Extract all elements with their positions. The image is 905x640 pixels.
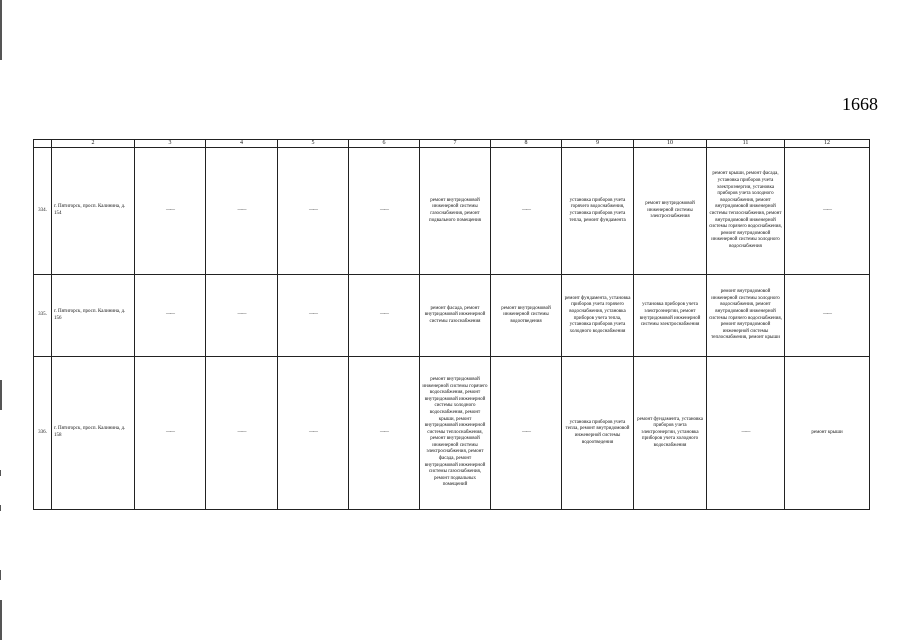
column-number: 5 (278, 140, 349, 148)
table-cell: —— (785, 148, 870, 275)
table-cell: —— (785, 275, 870, 357)
table-cell: ремонт внутридомовой инженерной системы холодного водоснабжения, ремонт внутридомовой инженерной системы горячего водоснабжения, ремонт внутридомовой инженерной системы теплоснабжения, ремонт крыши (707, 275, 785, 357)
left-edge-mark (0, 570, 1, 580)
table-cell: ремонт внутридомовой инженерной системы горячего водоснабжения, ремонт внутридомовой инженерной системы холодного водоснабжения, ремонт крыши, ремонт внутридомовой инженерной системы теплоснабжения, ремонт внутридомовой инженерной системы электроснабжения, ремонт фасада, ремонт внутридомовой инженерной системы газоснабжения, ремонт подвальных помещений (420, 357, 491, 510)
table-cell: —— (206, 275, 278, 357)
column-number: 12 (785, 140, 870, 148)
table-cell: —— (349, 148, 420, 275)
table-cell: —— (349, 357, 420, 510)
table-cell: —— (135, 148, 206, 275)
table-cell: ремонт внутридомовой инженерной системы электроснабжения (634, 148, 707, 275)
row-number: 336. (34, 357, 52, 510)
table-cell: ремонт фасада, ремонт внутридомовой инженерной системы газоснабжения (420, 275, 491, 357)
table-cell: установка приборов учета горячего водоснабжения, установка приборов учета тепла, ремонт фундамента (562, 148, 634, 275)
table-cell: установка приборов учета электроэнергии, ремонт внутридомовой инженерной системы электроснабжения (634, 275, 707, 357)
table-cell: —— (707, 357, 785, 510)
table-cell: —— (491, 357, 562, 510)
left-edge-mark (0, 470, 1, 476)
table-cell: установка приборов учета тепла, ремонт внутридомовой инженерной системы водоотведения (562, 357, 634, 510)
left-edge-mark (0, 0, 2, 60)
column-number: 8 (491, 140, 562, 148)
column-number: 11 (707, 140, 785, 148)
column-number (34, 140, 52, 148)
column-number: 3 (135, 140, 206, 148)
table-cell: ремонт фундамента, установка приборов учета горячего водоснабжения, установка приборов учета тепла, установка приборов учета холодного водоснабжения (562, 275, 634, 357)
page-number: 1668 (842, 94, 878, 114)
table-cell: —— (349, 275, 420, 357)
table-cell: —— (491, 148, 562, 275)
column-number: 7 (420, 140, 491, 148)
table-cell: ремонт фундамента, установка приборов учета электроэнергии, установка приборов учета холодного водоснабжения (634, 357, 707, 510)
table-row (34, 148, 870, 275)
column-number: 6 (349, 140, 420, 148)
table-cell: —— (135, 275, 206, 357)
table-cell: —— (206, 148, 278, 275)
table-cell: —— (278, 275, 349, 357)
address-cell: г. Пятигорск, просп. Калинина, д. 158 (52, 357, 135, 510)
row-number: 335. (34, 275, 52, 357)
table-cell: —— (278, 148, 349, 275)
column-number: 10 (634, 140, 707, 148)
table-cell: ремонт внутридомовой инженерной системы газоснабжения, ремонт подвального помещения (420, 148, 491, 275)
left-edge-mark (0, 505, 1, 511)
table-row (34, 275, 870, 357)
column-number: 2 (52, 140, 135, 148)
table-cell: ремонт крыши, ремонт фасада, установка приборов учета электроэнергии, установка приборов учета холодного водоснабжения, ремонт внутридомовой инженерной системы теплоснабжения, ремонт внутридомовой инженерной системы горячего водоснабжения, ремонт внутридомовой инженерной системы холодного водоснабжения (707, 148, 785, 275)
table-cell: —— (135, 357, 206, 510)
column-number-row (34, 140, 870, 148)
repair-plan-table (33, 139, 870, 510)
address-cell: г. Пятигорск, просп. Калинина, д. 156 (52, 275, 135, 357)
table-cell: —— (278, 357, 349, 510)
left-edge-mark (0, 600, 2, 640)
table-cell: ремонт крыши (785, 357, 870, 510)
left-edge-mark (0, 380, 2, 410)
address-cell: г. Пятигорск, просп. Калинина, д. 154 (52, 148, 135, 275)
column-number: 4 (206, 140, 278, 148)
row-number: 334. (34, 148, 52, 275)
table-cell: —— (206, 357, 278, 510)
column-number: 9 (562, 140, 634, 148)
table-row (34, 357, 870, 510)
table-cell: ремонт внутридомовой инженерной системы водоотведения (491, 275, 562, 357)
